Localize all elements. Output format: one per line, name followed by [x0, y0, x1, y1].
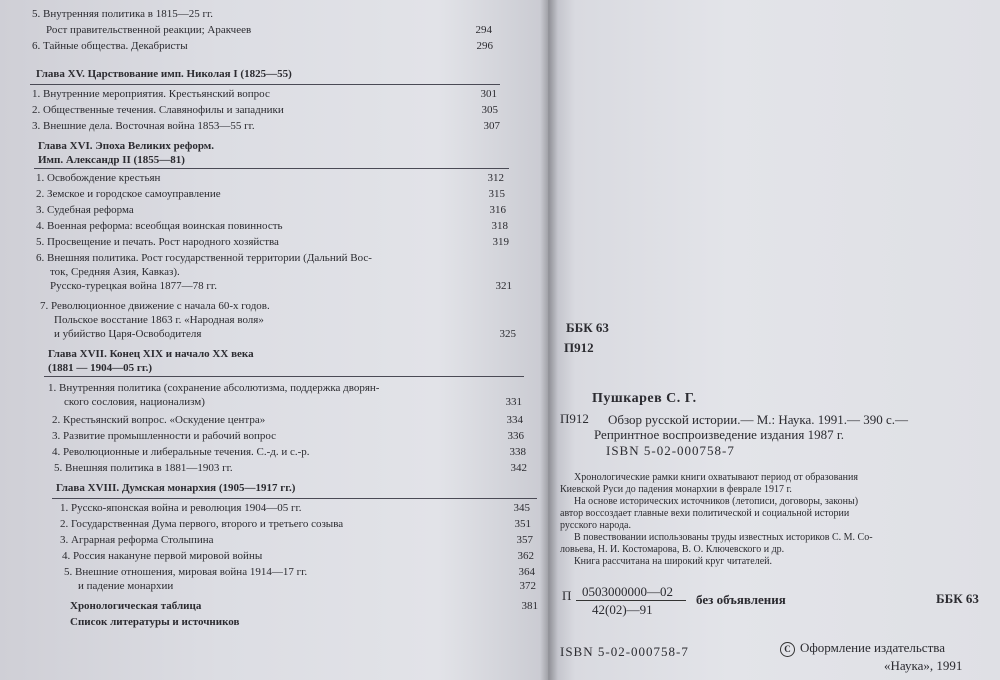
toc-entry: 3. Судебная реформа	[36, 204, 134, 216]
toc-page-number: 338	[509, 446, 526, 458]
toc-entry: 5. Внешняя политика в 1881—1903 гг.	[54, 462, 233, 474]
toc-entry: 3. Аграрная реформа Столыпина	[60, 534, 214, 546]
chapter-divider-line	[44, 376, 524, 377]
abstract-line: ловьева, Н. И. Костомарова, В. О. Ключевского и др.	[560, 544, 785, 555]
bbk-code-top: ББК 63	[566, 320, 609, 335]
chapter-heading: Имп. Александр II (1855—81)	[38, 154, 185, 166]
no-announce: без объявления	[696, 592, 786, 607]
abstract-line: В повествовании использованы труды известных историков С. М. Со-	[574, 532, 873, 543]
toc-page-number: 316	[489, 204, 506, 216]
chapter-heading: Глава XVIII. Думская монархия (1905—1917 гг.)	[56, 482, 296, 494]
toc-page-number: 307	[483, 120, 500, 132]
toc-entry: ток, Средняя Азия, Кавказ).	[50, 266, 180, 278]
bbk-code-bottom: ББК 63	[936, 591, 979, 606]
abstract-line: На основе исторических источников (летописи, договоры, законы)	[574, 496, 859, 507]
toc-page-number: 305	[481, 104, 498, 116]
chapter-heading: Хронологическая таблица	[70, 600, 202, 612]
chapter-divider-line	[30, 84, 500, 85]
toc-page-number: 362	[517, 550, 534, 562]
index-code-left: П912	[560, 411, 589, 426]
toc-entry: 2. Общественные течения. Славянофилы и западники	[32, 104, 284, 116]
copyright-line-2: «Наука», 1991	[884, 658, 963, 673]
toc-entry: 5. Внешние отношения, мировая война 1914—17 гг.	[64, 566, 308, 578]
toc-page-number: 336	[507, 430, 524, 442]
toc-page-number: 331	[505, 396, 522, 408]
toc-entry: 6. Тайные общества. Декабристы	[32, 40, 188, 52]
toc-entry: 3. Внешние дела. Восточная война 1853—55 гг.	[32, 120, 255, 132]
abstract-line: Киевской Руси до падения монархии в феврале 1917 г.	[560, 484, 792, 495]
frac-denominator: 42(02)—91	[592, 602, 653, 617]
chapter-divider-line	[34, 168, 509, 169]
chapter-heading: Список литературы и источников	[70, 616, 240, 628]
chapter-heading: Глава XV. Царствование имп. Николая I (1825—55)	[36, 68, 292, 80]
fraction-line	[576, 600, 686, 601]
toc-page-number: 319	[492, 236, 509, 248]
toc-page-number: 357	[516, 534, 533, 546]
toc-entry: 1. Внутренние мероприятия. Крестьянский вопрос	[32, 88, 270, 100]
toc-entry: 4. Военная реформа: всеобщая воинская повинность	[36, 220, 283, 232]
toc-entry: Русско-турецкая война 1877—78 гг.	[50, 280, 217, 292]
frac-prefix: П	[562, 588, 572, 603]
toc-page-number: 315	[488, 188, 505, 200]
chapter-divider-line	[52, 498, 537, 499]
toc-page-number: 312	[487, 172, 504, 184]
toc-page-number: 351	[514, 518, 531, 530]
toc-entry: 3. Развитие промышленности и рабочий вопрос	[52, 430, 277, 442]
toc-page-number: 381	[521, 600, 538, 612]
bibliographic-line-1: Обзор русской истории.— М.: Наука. 1991.— 390 с.—	[608, 412, 909, 427]
abstract-line: автор воссоздает главные вехи политической и социальной истории	[560, 508, 850, 519]
toc-page-number: 325	[499, 328, 516, 340]
toc-entry: Польское восстание 1863 г. «Народная воля»	[54, 314, 264, 326]
toc-page-number: 301	[480, 88, 497, 100]
chapter-heading: Глава XVII. Конец XIX и начало XX века	[48, 348, 254, 360]
right-page-colophon	[548, 0, 1000, 680]
toc-page-number: 345	[513, 502, 530, 514]
isbn-bottom: ISBN 5-02-000758-7	[560, 644, 689, 659]
toc-entry: 2. Крестьянский вопрос. «Оскудение центра»	[52, 414, 266, 426]
toc-entry: 5. Просвещение и печать. Рост народного хозяйства	[36, 236, 279, 248]
toc-entry: 1. Внутренняя политика (сохранение абсолютизма, поддержка дворян-	[48, 382, 380, 394]
author-name: Пушкарев С. Г.	[592, 391, 697, 406]
chapter-heading: Глава XVI. Эпоха Великих реформ.	[38, 140, 215, 152]
toc-entry: Рост правительственной реакции; Аракчеев	[46, 24, 252, 36]
toc-page-number: 334	[506, 414, 523, 426]
toc-entry: 1. Освобождение крестьян	[36, 172, 161, 184]
chapter-heading: (1881 — 1904—05 гг.)	[48, 362, 153, 374]
toc-page-number: 342	[510, 462, 527, 474]
toc-entry: 6. Внешняя политика. Рост государственной территории (Дальний Вос-	[36, 252, 372, 264]
toc-entry: 4. Революционные и либеральные течения. С.-д. и с.-р.	[52, 446, 310, 458]
toc-entry: 2. Государственная Дума первого, второго и третьего созыва	[60, 518, 344, 530]
copyright-line-1	[780, 640, 945, 657]
abstract-line: Хронологические рамки книги охватывают период от образования	[574, 472, 858, 483]
toc-entry: и убийство Царя-Освободителя	[54, 328, 202, 340]
isbn-top: ISBN 5-02-000758-7	[606, 443, 735, 458]
copyright-text: Оформление издательства	[800, 640, 945, 655]
index-code-top: П912	[564, 340, 594, 355]
toc-page-number: 364	[518, 566, 535, 578]
toc-entry: 5. Внутренняя политика в 1815—25 гг.	[32, 8, 214, 20]
abstract-line: Книга рассчитана на широкий круг читателей.	[574, 556, 773, 567]
toc-entry: 4. Россия накануне первой мировой войны	[62, 550, 263, 562]
toc-page-number: 296	[476, 40, 493, 52]
copyright-icon: C	[780, 642, 795, 657]
frac-numerator: 0503000000—02	[582, 584, 673, 599]
book-fold-shadow	[540, 0, 558, 680]
toc-entry: ского сословия, национализм)	[64, 396, 205, 408]
toc-page-number: 318	[491, 220, 508, 232]
toc-entry: 7. Революционное движение с начала 60-х годов.	[40, 300, 270, 312]
toc-entry: 1. Русско-японская война и революция 1904—05 гг.	[60, 502, 302, 514]
bibliographic-line-2: Репринтное воспроизведение издания 1987 г.	[594, 427, 844, 442]
toc-entry: 2. Земское и городское самоуправление	[36, 188, 221, 200]
abstract-line: русского народа.	[560, 520, 631, 531]
toc-page-number: 294	[475, 24, 492, 36]
toc-page-number: 372	[519, 580, 536, 592]
toc-entry: и падение монархии	[78, 580, 174, 592]
toc-page-number: 321	[495, 280, 512, 292]
